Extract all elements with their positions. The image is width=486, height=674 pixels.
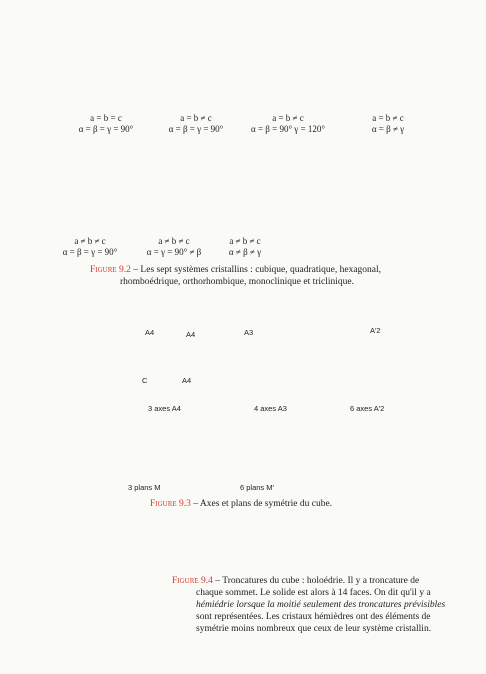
orthorhombic-caption-line1: a ≠ b ≠ c <box>74 236 106 246</box>
planes-m-caption: 3 plans M <box>128 483 161 492</box>
figure-9-2-text-1: – Les sept systèmes cristallins : cubique, quadratique, hexagonal, <box>130 265 382 275</box>
axes-a2-caption: 6 axes A′2 <box>350 404 385 413</box>
cubic-caption-line2: α = β = γ = 90° <box>78 124 134 134</box>
cubic-caption-line1: a = b = c <box>90 113 122 123</box>
figure-9-4-text-5: symétrie moins nombreux que ceux de leur système cristallin. <box>196 624 432 634</box>
rhombohedral-caption-line2: α = β ≠ γ <box>371 124 405 134</box>
orthorhombic-caption-line2: α = β = γ = 90° <box>62 247 118 257</box>
a3-label: A3 <box>244 328 254 337</box>
figure-9-3-text: – Axes et plans de symétrie du cube. <box>190 499 333 509</box>
figure-9-2-label: Figure 9.2 <box>90 265 131 275</box>
hexagonal-caption <box>248 113 328 135</box>
monoclinic-caption-line1: a ≠ b ≠ c <box>158 236 190 246</box>
tetragonal-caption-line2: α = β = γ = 90° <box>168 124 224 134</box>
hexagonal-caption-line1: a = b ≠ c <box>272 113 304 123</box>
figure-9-4-caption <box>172 575 472 635</box>
a4-diag-label: A4 <box>186 330 196 339</box>
center-label: C <box>142 376 148 385</box>
hexagonal-caption-line2: α = β = 90° γ = 120° <box>251 124 325 134</box>
a2-label: A′2 <box>370 326 381 335</box>
axes-a3-caption: 4 axes A3 <box>254 404 287 413</box>
figure-9-2-caption-line1 <box>90 264 460 276</box>
triclinic-caption <box>210 236 280 258</box>
monoclinic-caption <box>134 236 214 258</box>
tetragonal-caption <box>156 113 236 135</box>
figure-9-3-caption <box>150 498 410 510</box>
triclinic-caption-line2: α ≠ β ≠ γ <box>228 247 262 257</box>
triclinic-caption-line1: a ≠ b ≠ c <box>229 236 261 246</box>
rhombohedral-caption <box>352 113 424 135</box>
orthorhombic-caption <box>50 236 130 258</box>
figure-9-4-text-4: sont représentées. Les cristaux hémièdres ont des éléments de <box>196 612 431 622</box>
figure-9-2-caption <box>90 264 460 288</box>
figure-9-4-line1 <box>172 575 472 587</box>
rhombohedral-caption-line1: a = b ≠ c <box>372 113 404 123</box>
a4-top-label: A4 <box>145 328 155 337</box>
figure-9-2-text-2: rhomboédrique, orthorhombique, monoclinique et triclinique. <box>120 277 355 287</box>
planes-mprime-caption: 6 plans M′ <box>240 483 274 492</box>
axes-a4-caption: 3 axes A4 <box>148 404 181 413</box>
monoclinic-caption-line2: α = γ = 90° ≠ β <box>146 247 202 257</box>
tetragonal-caption-line1: a = b ≠ c <box>180 113 212 123</box>
cubic-caption <box>66 113 146 135</box>
figure-9-4-text-1: – Troncatures du cube : holoédrie. Il y a troncature de <box>212 576 420 586</box>
figure-9-4-text-3: hémiédrie lorsque la moitié seulement des troncatures prévisibles <box>196 600 446 610</box>
a4-side-label: A4 <box>182 376 192 385</box>
figure-9-4-text-2: chaque sommet. Le solide est alors à 14 faces. On dit qu'il y a <box>196 588 431 598</box>
figure-9-3-label: Figure 9.3 <box>150 499 191 509</box>
figure-9-4-label: Figure 9.4 <box>172 576 213 586</box>
